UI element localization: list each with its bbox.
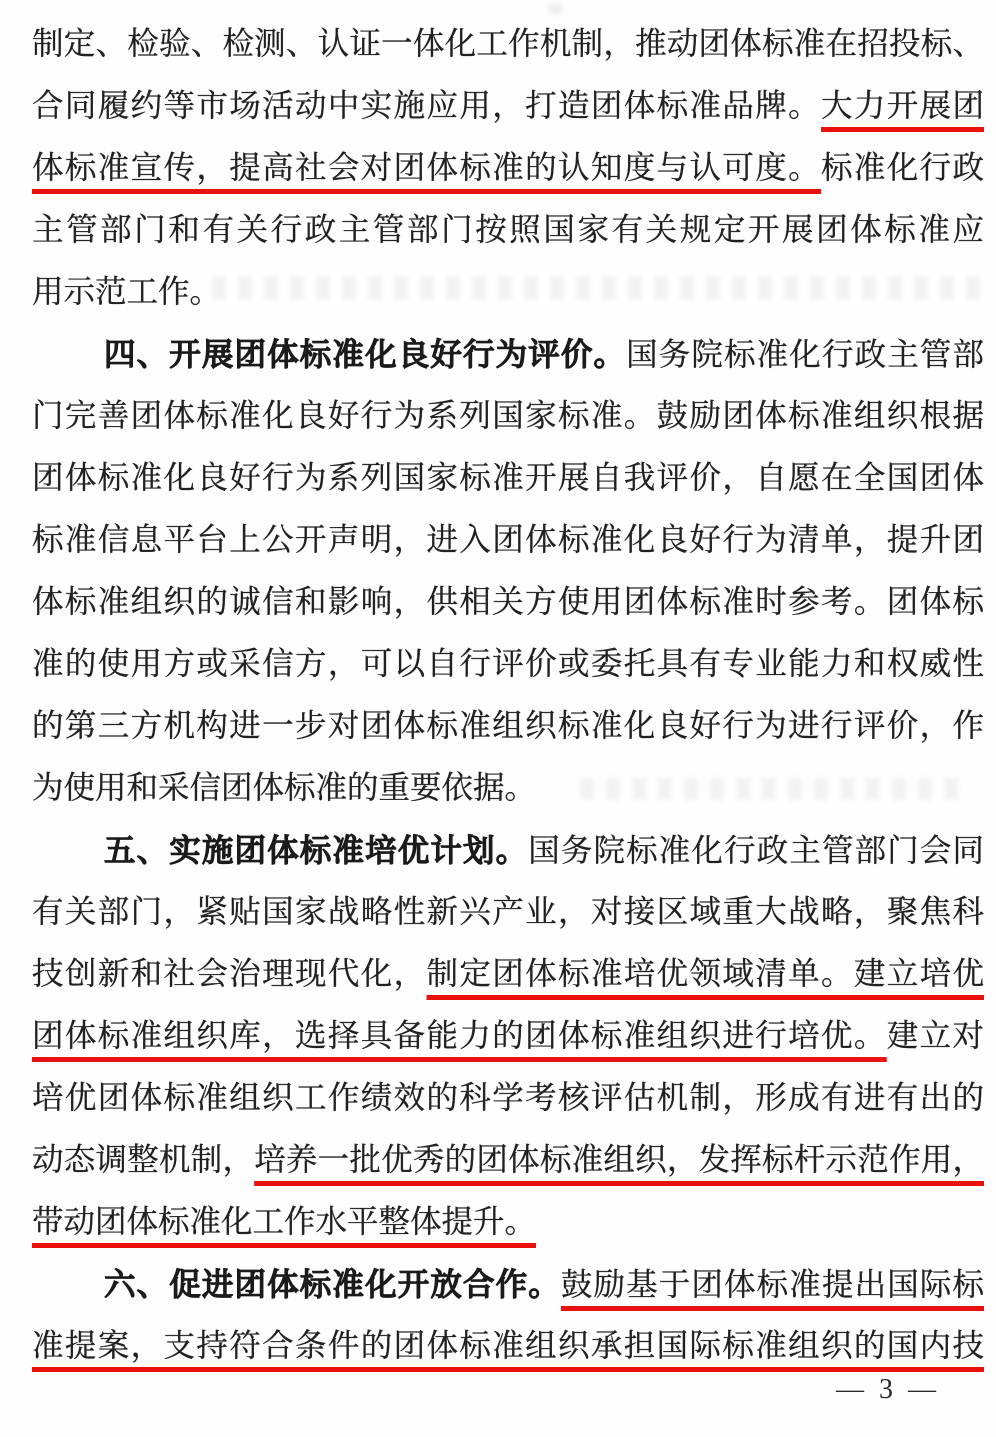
body-text: 的第三方机构进一步对团体标准组织标准化良好行为进行评价，作 bbox=[32, 708, 984, 743]
text-line-1 bbox=[32, 13, 984, 75]
text-line-22 bbox=[32, 1315, 984, 1377]
text-line-6 bbox=[32, 323, 984, 385]
body-text: 标准化行政 bbox=[820, 150, 984, 185]
red-underlined-text: 培养一批优秀的团体标准组织，发挥标杆示范作用， bbox=[254, 1142, 984, 1177]
text-line-17 bbox=[32, 1005, 984, 1067]
text-line-18 bbox=[32, 1067, 984, 1129]
body-text: 体标准组织的诚信和影响，供相关方使用团体标准时参考。团体标 bbox=[32, 584, 984, 619]
red-underlined-text: 团体标准组织库，选择具备能力的团体标准组织进行培优。 bbox=[32, 1018, 887, 1053]
body-text: 门完善团体标准化良好行为系列国家标准。鼓励团体标准组织根据 bbox=[32, 398, 984, 433]
text-line-7 bbox=[32, 385, 984, 447]
red-underlined-text: 鼓励基于团体标准提出国际标 bbox=[560, 1267, 984, 1302]
text-line-5 bbox=[32, 261, 984, 323]
text-line-10 bbox=[32, 571, 984, 633]
section-heading: 六、促进团体标准化开放合作。 bbox=[104, 1266, 561, 1302]
body-text: 团体标准化良好行为系列国家标准开展自我评价，自愿在全国团体 bbox=[32, 460, 984, 495]
text-line-21 bbox=[32, 1253, 984, 1315]
text-line-13 bbox=[32, 757, 984, 819]
body-text: 主管部门和有关行政主管部门按照国家有关规定开展团体标准应 bbox=[32, 212, 984, 247]
body-text: 动态调整机制， bbox=[32, 1142, 255, 1177]
text-line-20 bbox=[32, 1191, 984, 1253]
body-text: 国务院标准化行政主管部 bbox=[626, 337, 984, 372]
text-line-14 bbox=[32, 819, 984, 881]
text-line-11 bbox=[32, 633, 984, 695]
body-text: 为使用和采信团体标准的重要依据。 bbox=[32, 770, 537, 805]
text-line-9 bbox=[32, 509, 984, 571]
red-underlined-text: 制定团体标准培优领域清单。建立培优 bbox=[426, 956, 984, 991]
body-text: 技创新和社会治理现代化， bbox=[32, 956, 427, 991]
body-text: 用示范工作。 bbox=[32, 274, 222, 309]
body-text: 准的使用方或采信方，可以自行评价或委托具有专业能力和权威性 bbox=[32, 646, 984, 681]
section-heading: 五、实施团体标准培优计划。 bbox=[104, 832, 529, 868]
page-number: — 3 — bbox=[836, 1374, 940, 1405]
body-text: 建立对 bbox=[886, 1018, 984, 1053]
body-text: 标准信息平台上公开声明，进入团体标准化良好行为清单，提升团 bbox=[32, 522, 984, 557]
body-text: 制定、检验、检测、认证一体化工作机制，推动团体标准在招投标、 bbox=[32, 26, 984, 61]
red-underlined-text: 大力开展团 bbox=[820, 88, 984, 123]
body-text: 合同履约等市场活动中实施应用，打造团体标准品牌。 bbox=[32, 88, 821, 123]
text-line-4 bbox=[32, 199, 984, 261]
document-text-block bbox=[32, 13, 984, 1377]
text-line-19 bbox=[32, 1129, 984, 1191]
section-heading: 四、开展团体标准化良好行为评价。 bbox=[104, 336, 627, 372]
red-underlined-text: 体标准宣传，提高社会对团体标准的认知度与认可度。 bbox=[32, 150, 821, 185]
text-line-3 bbox=[32, 137, 984, 199]
body-text: 培优团体标准组织工作绩效的科学考核评估机制，形成有进有出的 bbox=[32, 1080, 984, 1115]
text-line-8 bbox=[32, 447, 984, 509]
body-text: 国务院标准化行政主管部门会同 bbox=[528, 833, 984, 868]
text-line-12 bbox=[32, 695, 984, 757]
text-line-16 bbox=[32, 943, 984, 1005]
text-line-15 bbox=[32, 881, 984, 943]
body-text: 有关部门，紧贴国家战略性新兴产业，对接区域重大战略，聚焦科 bbox=[32, 894, 984, 929]
red-underlined-text: 带动团体标准化工作水平整体提升。 bbox=[32, 1204, 537, 1239]
red-underlined-text: 准提案，支持符合条件的团体标准组织承担国际标准组织的国内技 bbox=[32, 1328, 984, 1363]
text-line-2 bbox=[32, 75, 984, 137]
